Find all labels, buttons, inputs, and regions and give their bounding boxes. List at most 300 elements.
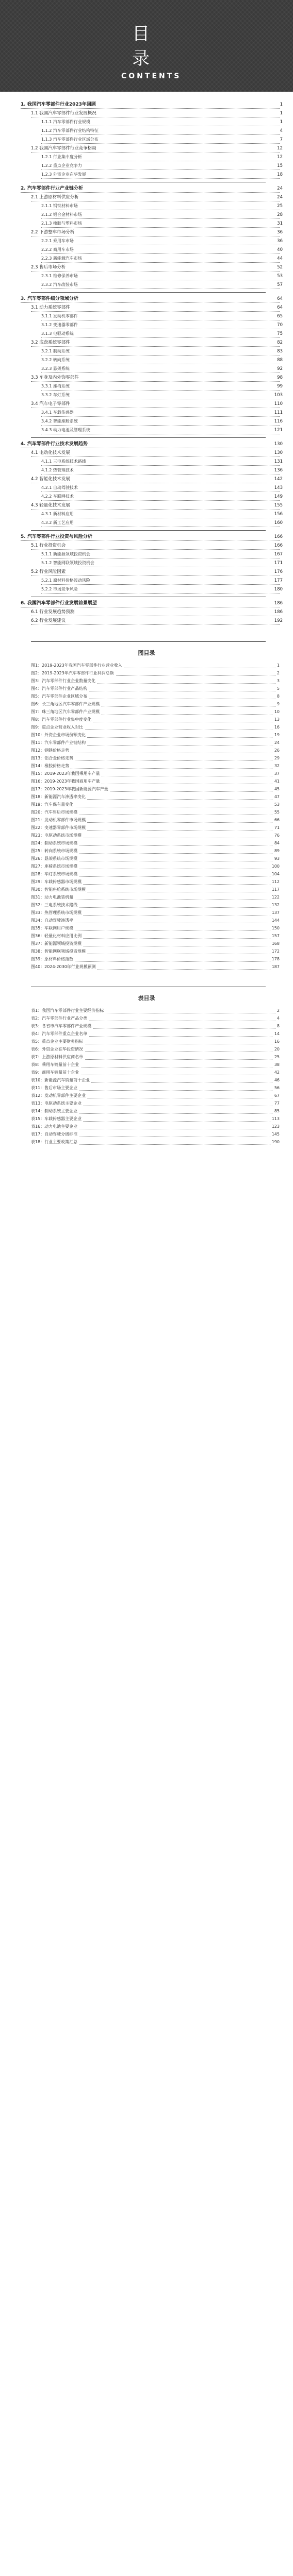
toc-entry-page: 40 (275, 246, 283, 253)
table-entry-page: 8 (275, 1023, 280, 1029)
figure-entry[interactable] (0, 963, 293, 970)
toc-entry[interactable] (0, 608, 293, 616)
figure-entry[interactable] (0, 925, 293, 931)
figure-entry[interactable] (0, 855, 293, 862)
toc-entry[interactable] (0, 348, 293, 355)
figure-entry-page: 3 (275, 677, 280, 684)
figure-entry[interactable] (0, 747, 293, 754)
toc-entry[interactable] (0, 211, 293, 218)
figure-entry-title: 图29：车载传感器市场规模 (31, 878, 83, 885)
table-entry-page: 77 (273, 1100, 280, 1107)
toc-entry[interactable] (0, 449, 293, 456)
figure-entry[interactable] (0, 732, 293, 738)
toc-entry-title: 1.2 我国汽车零部件行业竞争格局 (31, 145, 98, 152)
figure-entry[interactable] (0, 739, 293, 746)
figure-entry-title: 图10：外资企业市场份额变化 (31, 732, 87, 738)
contents-title-en: CONTENTS (121, 72, 182, 80)
figure-entry[interactable] (0, 948, 293, 955)
toc-entry-title: 2.2 下游整车市场分析 (31, 229, 76, 236)
toc-entry[interactable] (0, 136, 293, 143)
figure-entry[interactable] (0, 786, 293, 792)
toc-entry[interactable] (0, 533, 293, 540)
toc-entry-title: 2.1.1 钢铁材料市场 (41, 202, 79, 210)
toc-dot-leader (41, 511, 280, 518)
toc-entry-title: 4. 汽车零部件行业技术发展趋势 (21, 440, 89, 448)
toc-entry[interactable] (0, 154, 293, 161)
figure-entry-page: 55 (273, 809, 280, 816)
figure-entry[interactable] (0, 894, 293, 901)
figure-entry[interactable] (0, 662, 293, 669)
table-entry-page: 42 (273, 1069, 280, 1076)
figure-entry-title: 图1：2019-2023年我国汽车零部件行业营业收入 (31, 662, 124, 669)
table-entry-title: 表8：乘用车销量前十企业 (31, 1061, 80, 1068)
toc-entry[interactable] (0, 127, 293, 134)
toc-entry-page: 136 (273, 467, 283, 474)
figure-entry[interactable] (0, 909, 293, 916)
chapter-divider (31, 437, 266, 438)
figure-entry[interactable] (0, 778, 293, 785)
toc-entry-title: 4.2 智能化技术发展 (31, 476, 72, 483)
toc-dot-leader (41, 467, 280, 474)
toc-entry[interactable] (0, 542, 293, 549)
tables-title: 表目录 (138, 995, 155, 1002)
toc-entry[interactable] (0, 409, 293, 416)
figure-entry-page: 37 (273, 770, 280, 777)
toc-entry-page: 64 (275, 304, 283, 311)
toc-entry-page: 64 (275, 295, 283, 302)
table-entry-title: 表6：外资企业在华投资情况 (31, 1046, 85, 1053)
toc-entry[interactable] (0, 617, 293, 624)
toc-entry-page: 143 (273, 484, 283, 492)
figure-entry-title: 图38：智能网联领域投资规模 (31, 948, 87, 955)
toc-entry[interactable] (0, 383, 293, 390)
toc-entry-page: 12 (275, 145, 283, 152)
figure-entry-title: 图36：轻量化材料应用比例 (31, 933, 83, 939)
figure-entry-page: 137 (270, 909, 280, 916)
toc-entry[interactable] (0, 330, 293, 337)
toc-entry-page: 131 (273, 458, 283, 465)
figure-entry[interactable] (0, 871, 293, 877)
table-entry[interactable] (0, 1038, 293, 1045)
toc-entry-page: 12 (275, 154, 283, 161)
toc-entry-title: 5. 汽车零部件行业投资与风险分析 (21, 533, 94, 540)
toc-entry[interactable] (0, 476, 293, 483)
toc-entry[interactable] (0, 511, 293, 518)
figure-entry-title: 图16：2019-2023年我国商用车产量 (31, 778, 102, 785)
toc-entry[interactable] (0, 458, 293, 465)
toc-entry[interactable] (0, 202, 293, 210)
toc-entry-title: 2.2.2 商用车市场 (41, 246, 75, 253)
toc-entry[interactable] (0, 246, 293, 253)
figure-entry-title: 图14：橡胶价格走势 (31, 762, 71, 769)
toc-entry-page: 88 (275, 357, 283, 364)
figure-entry-title: 图12：钢铁价格走势 (31, 747, 71, 754)
toc-dot-leader (31, 617, 280, 625)
figure-entry-page: 53 (273, 801, 280, 808)
figure-entry[interactable] (0, 917, 293, 924)
toc-entry-title: 3.2.1 制动系统 (41, 348, 71, 355)
figure-entry[interactable] (0, 685, 293, 692)
figure-entry[interactable] (0, 693, 293, 700)
toc-entry[interactable] (0, 374, 293, 381)
figure-entry-page: 104 (270, 871, 280, 877)
toc-entry[interactable] (0, 264, 293, 271)
toc-entry-page: 130 (273, 440, 283, 448)
toc-entry-title: 3.4 汽车电子零部件 (31, 400, 72, 408)
toc-entry-title: 6. 我国汽车零部件行业发展前景展望 (21, 600, 99, 607)
figure-entry[interactable] (0, 863, 293, 870)
toc-entry-page: 186 (273, 600, 283, 607)
chapter-divider (31, 292, 266, 293)
figure-entry-title: 图20：汽车售后市场规模 (31, 809, 79, 816)
toc-entry-title: 5.2.2 市场竞争风险 (41, 586, 79, 593)
toc-entry-page: 1 (279, 101, 283, 108)
toc-entry-page: 57 (275, 281, 283, 289)
toc-entry[interactable] (0, 273, 293, 280)
figure-entry[interactable] (0, 755, 293, 761)
toc-entry-title: 1.1.3 汽车零部件行业区域分布 (41, 136, 100, 143)
figure-entry-page: 19 (273, 732, 280, 738)
figure-entry[interactable] (0, 940, 293, 947)
toc-dot-leader (41, 246, 280, 254)
toc-entry-title: 5.2 行业风险因素 (31, 568, 67, 575)
figure-entry-title: 图17：2019-2023年我国新能源汽车产量 (31, 786, 110, 792)
figure-entry-page: 13 (273, 716, 280, 723)
toc-entry-title: 3.4.2 智能座舱系统 (41, 418, 79, 425)
figure-entry[interactable] (0, 793, 293, 800)
figure-entry-page: 187 (270, 963, 280, 970)
toc-entry[interactable] (0, 365, 293, 372)
table-entry[interactable] (0, 1061, 293, 1068)
toc-entry-page: 44 (275, 255, 283, 262)
toc-entry[interactable] (0, 171, 293, 178)
figure-entry-title: 图33：热管理系统市场规模 (31, 909, 83, 916)
table-entry-page: 56 (273, 1084, 280, 1091)
table-entry-title: 表15：车载传感器主要企业 (31, 1115, 83, 1122)
figure-entry-title: 图21：发动机零部件市场规模 (31, 817, 87, 823)
figure-entry-title: 图26：悬架系统市场规模 (31, 855, 79, 862)
toc-entry-page: 171 (273, 560, 283, 567)
figure-entry[interactable] (0, 770, 293, 777)
toc-dot-leader (41, 348, 280, 355)
table-entry-page: 123 (270, 1123, 280, 1130)
figure-entry[interactable] (0, 840, 293, 846)
toc-entry[interactable] (0, 229, 293, 236)
figure-entry-title: 图4：汽车零部件行业产品结构 (31, 685, 89, 692)
toc-entry[interactable] (0, 357, 293, 364)
table-entry[interactable] (0, 1030, 293, 1037)
toc-entry-title: 3.3 车身及内外饰零部件 (31, 374, 80, 381)
figure-entry-page: 89 (273, 848, 280, 854)
toc-entry-page: 166 (273, 542, 283, 549)
figure-entry[interactable] (0, 677, 293, 684)
table-entry-page: 14 (273, 1030, 280, 1037)
toc-entry[interactable] (0, 194, 293, 201)
toc-entry[interactable] (0, 467, 293, 474)
table-entry[interactable] (0, 1069, 293, 1076)
figure-entry-page: 144 (270, 917, 280, 924)
toc-entry[interactable] (0, 577, 293, 584)
toc-entry[interactable] (0, 551, 293, 558)
toc-dot-leader (41, 383, 280, 391)
toc-entry[interactable] (0, 110, 293, 117)
toc-entry-title: 3.1 动力系统零部件 (31, 304, 72, 311)
toc-entry-page: 116 (273, 418, 283, 425)
toc-entry[interactable] (0, 600, 293, 607)
figure-entry[interactable] (0, 824, 293, 831)
figure-entry-page: 9 (275, 701, 280, 707)
toc-entry-title: 1.2.3 外资企业在华发展 (41, 171, 88, 178)
toc-entry[interactable] (0, 220, 293, 227)
figure-entry[interactable] (0, 701, 293, 707)
figure-entry-title: 图24：制动系统市场规模 (31, 840, 79, 846)
toc-entry[interactable] (0, 304, 293, 311)
toc-entry-title: 2.2.3 新能源汽车市场 (41, 255, 84, 262)
figure-entry-title: 图8：汽车零部件行业集中度变化 (31, 716, 93, 723)
table-entry-title: 表2：汽车零部件行业产品分类 (31, 1015, 89, 1022)
table-entry-title: 表5：重点企业主要财务指标 (31, 1038, 85, 1045)
toc-entry-title: 5.1.2 智能网联领域投资机会 (41, 560, 96, 567)
toc-entry-page: 166 (273, 533, 283, 540)
figure-entry[interactable] (0, 848, 293, 854)
figure-entry-title: 图15：2019-2023年我国乘用车产量 (31, 770, 102, 777)
toc-dot-leader (41, 357, 280, 364)
figure-entry-title: 图13：铝合金价格走势 (31, 755, 75, 761)
toc-entry-title: 3.3.1 座椅系统 (41, 383, 71, 390)
figure-entry-title: 图5：汽车零部件企业区域分布 (31, 693, 89, 700)
toc-entry-page: 99 (275, 383, 283, 390)
figure-entry-title: 图28：车灯系统市场规模 (31, 871, 79, 877)
toc-entry-page: 53 (275, 273, 283, 280)
figure-entry[interactable] (0, 933, 293, 939)
toc-entry-title: 1.2.1 行业集中度分析 (41, 154, 84, 161)
toc-dot-leader (41, 493, 280, 501)
toc-dot-leader (31, 264, 280, 272)
toc-entry[interactable] (0, 484, 293, 492)
table-entry[interactable] (0, 1108, 293, 1114)
figure-entry-page: 5 (275, 685, 280, 692)
toc-dot-leader (41, 392, 280, 399)
figure-entry-title: 图23：电驱动系统市场规模 (31, 832, 83, 839)
toc-entry-page: 75 (275, 330, 283, 337)
table-entry-page: 2 (275, 1007, 280, 1014)
table-entry[interactable] (0, 1023, 293, 1029)
table-entry-title: 表17：自动驾驶分级标准 (31, 1131, 79, 1138)
table-entry-page: 190 (270, 1139, 280, 1145)
toc-entry[interactable] (0, 145, 293, 152)
table-entry[interactable] (0, 1054, 293, 1060)
toc-entry-title: 3.1.3 电驱动系统 (41, 330, 75, 337)
toc-entry[interactable] (0, 339, 293, 346)
toc-entry[interactable] (0, 392, 293, 399)
table-entry-title: 表9：商用车销量前十企业 (31, 1069, 80, 1076)
table-entry[interactable] (0, 1015, 293, 1022)
contents-header (0, 0, 293, 92)
toc-entry[interactable] (0, 295, 293, 302)
figure-entry[interactable] (0, 902, 293, 908)
toc-entry-title: 5.1.1 新能源领域投资机会 (41, 551, 92, 558)
figure-entry-page: 16 (273, 724, 280, 731)
toc-dot-leader (41, 238, 280, 245)
toc-entry-title: 3.1.2 变速器零部件 (41, 321, 79, 329)
toc-entry-page: 70 (275, 321, 283, 329)
figure-entry[interactable] (0, 801, 293, 808)
toc-entry-page: 15 (275, 162, 283, 170)
toc-entry[interactable] (0, 162, 293, 170)
toc-entry-page: 18 (275, 171, 283, 178)
table-entry[interactable] (0, 1123, 293, 1130)
toc-entry-page: 186 (273, 608, 283, 616)
toc-entry-title: 2. 汽车零部件行业产业链分析 (21, 185, 85, 192)
figure-entry-title: 图7：珠三角地区汽车零部件产业规模 (31, 708, 101, 715)
figure-entry-title: 图40：2024-2030年行业规模预测 (31, 963, 97, 970)
toc-entry-page: 103 (273, 392, 283, 399)
toc-entry-page: 7 (279, 136, 283, 143)
toc-entry-title: 4.1.1 三电系统技术路线 (41, 458, 88, 465)
table-entry-title: 表18：行业主要政策汇总 (31, 1139, 79, 1145)
toc-entry-page: 36 (275, 238, 283, 245)
toc-entry-page: 83 (275, 348, 283, 355)
toc-entry[interactable] (0, 101, 293, 108)
toc-entry[interactable] (0, 118, 293, 126)
figure-entry-title: 图25：转向系统市场规模 (31, 848, 79, 854)
table-entry-title: 表13：电驱动系统主要企业 (31, 1100, 83, 1107)
toc-entry-title: 4.3 轻量化技术发展 (31, 502, 72, 509)
table-entry[interactable] (0, 1100, 293, 1107)
table-entry[interactable] (0, 1007, 293, 1014)
figure-entry-title: 图27：座椅系统市场规模 (31, 863, 79, 870)
figure-entry[interactable] (0, 956, 293, 962)
toc-entry-page: 24 (275, 185, 283, 192)
table-entry-page: 67 (273, 1092, 280, 1099)
toc-entry[interactable] (0, 427, 293, 434)
toc-entry-title: 3.2 底盘系统零部件 (31, 339, 72, 346)
toc-entry[interactable] (0, 313, 293, 320)
toc-entry-title: 4.3.2 新工艺应用 (41, 519, 75, 527)
figure-entry[interactable] (0, 670, 293, 676)
table-entry-page: 85 (273, 1108, 280, 1114)
toc-entry[interactable] (0, 493, 293, 500)
figures-title: 图目录 (138, 650, 155, 656)
figure-entry[interactable] (0, 708, 293, 715)
figure-entry-title: 图22：变速器零部件市场规模 (31, 824, 87, 831)
toc-dot-leader (41, 330, 280, 338)
figure-entry[interactable] (0, 878, 293, 885)
table-entry[interactable] (0, 1115, 293, 1122)
toc-entry[interactable] (0, 440, 293, 448)
toc-entry-page: 111 (273, 409, 283, 416)
toc-entry-title: 2.1 上游原材料供应分析 (31, 194, 80, 201)
table-entry-page: 20 (273, 1046, 280, 1053)
toc-entry[interactable] (0, 321, 293, 329)
chapter-divider (31, 530, 266, 531)
table-entry[interactable] (0, 1139, 293, 1145)
figure-entry-page: 10 (273, 708, 280, 715)
figure-entry-page: 122 (270, 894, 280, 901)
toc-entry-title: 5.2.1 原材料价格波动风险 (41, 577, 92, 584)
figure-entry-page: 26 (273, 747, 280, 754)
toc-entry-title: 1.1.1 汽车零部件行业规模 (41, 118, 92, 126)
figure-entry-page: 76 (273, 832, 280, 839)
toc-entry[interactable] (0, 519, 293, 527)
toc-entry[interactable] (0, 418, 293, 425)
figure-entry-title: 图19：汽车保有量变化 (31, 801, 75, 808)
toc-entry-title: 4.1 电动化技术发展 (31, 449, 72, 456)
toc-dot-leader (31, 542, 280, 550)
figure-entry-title: 图37：新能源领域投资规模 (31, 940, 83, 947)
toc-entry-title: 3.3.2 车灯系统 (41, 392, 71, 399)
toc-entry-title: 4.2.2 车联网技术 (41, 493, 75, 500)
figure-entry[interactable] (0, 832, 293, 839)
toc-entry[interactable] (0, 568, 293, 575)
toc-entry-title: 6.2 行业发展建议 (31, 617, 67, 624)
figure-entry[interactable] (0, 762, 293, 769)
table-entry-title: 表10：新能源汽车销量前十企业 (31, 1077, 91, 1083)
table-entry-page: 46 (273, 1077, 280, 1083)
figure-entry-page: 93 (273, 855, 280, 862)
toc-dot-leader (41, 519, 280, 527)
toc-entry-page: 24 (275, 194, 283, 201)
toc-entry[interactable] (0, 238, 293, 245)
toc-entry[interactable] (0, 255, 293, 262)
toc-entry-title: 1.2.2 重点企业竞争力 (41, 162, 84, 170)
table-entry[interactable] (0, 1131, 293, 1138)
toc-entry[interactable] (0, 400, 293, 408)
toc-entry-page: 149 (273, 493, 283, 500)
toc-entry[interactable] (0, 560, 293, 567)
table-entry[interactable] (0, 1084, 293, 1091)
figure-entry-page: 168 (270, 940, 280, 947)
toc-entry-title: 4.1.2 热管理技术 (41, 467, 75, 474)
toc-entry[interactable] (0, 586, 293, 593)
figure-entry-title: 图34：自动驾驶渗透率 (31, 917, 75, 924)
figure-entry-page: 157 (270, 933, 280, 939)
contents-title-char-2: 录 (132, 48, 150, 69)
figure-entry-page: 100 (270, 863, 280, 870)
toc-entry[interactable] (0, 185, 293, 192)
figure-entry-page: 47 (273, 793, 280, 800)
toc-entry-page: 4 (279, 127, 283, 134)
toc-entry-title: 3.4.3 动力电池及管理系统 (41, 427, 92, 434)
table-entry[interactable] (0, 1077, 293, 1083)
toc-entry-title: 3.2.3 悬架系统 (41, 365, 71, 372)
table-entry[interactable] (0, 1092, 293, 1099)
toc-entry[interactable] (0, 502, 293, 509)
toc-dot-leader (41, 409, 280, 417)
figure-entry-page: 84 (273, 840, 280, 846)
figure-entry-page: 45 (273, 786, 280, 792)
toc-entry[interactable] (0, 281, 293, 289)
table-entry-title: 表3：各省市汽车零部件产业规模 (31, 1023, 93, 1029)
toc-entry-page: 65 (275, 313, 283, 320)
figure-entry[interactable] (0, 886, 293, 893)
figure-entry[interactable] (0, 809, 293, 816)
section-divider (31, 641, 266, 642)
table-entry-page: 25 (273, 1054, 280, 1060)
figure-entry-title: 图39：原材料价格指数 (31, 956, 75, 962)
figure-entry[interactable] (0, 817, 293, 823)
figure-entry[interactable] (0, 716, 293, 723)
toc-entry-title: 3.4.1 车载传感器 (41, 409, 75, 416)
toc-entry-page: 180 (273, 586, 283, 593)
table-entry[interactable] (0, 1046, 293, 1053)
toc-entry-page: 142 (273, 476, 283, 483)
figure-entry[interactable] (0, 724, 293, 731)
figure-entry-title: 图11：汽车零部件产业链结构 (31, 739, 87, 746)
table-entry-title: 表14：制动系统主要企业 (31, 1108, 79, 1114)
toc-entry-title: 2.1.3 橡胶与塑料市场 (41, 220, 84, 227)
toc-dot-leader (41, 365, 280, 373)
